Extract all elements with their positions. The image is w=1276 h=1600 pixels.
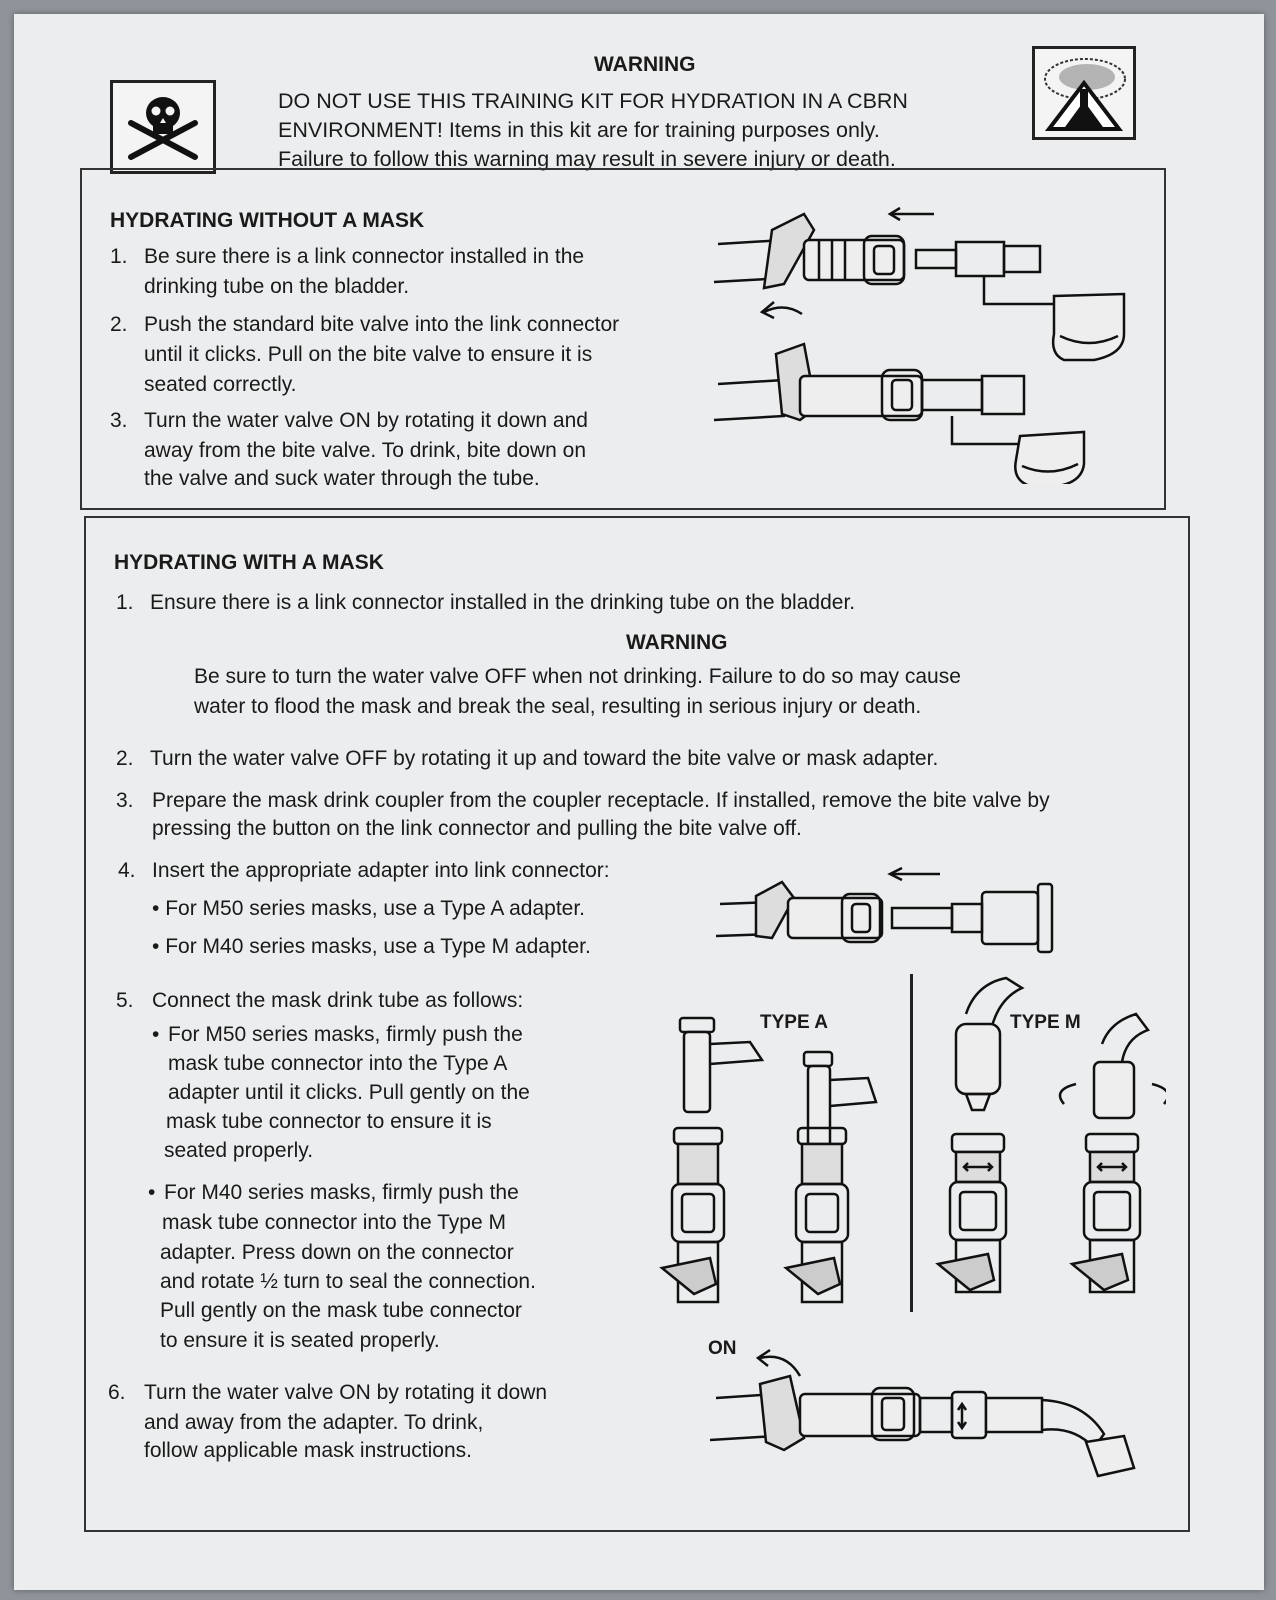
warning-line-3: Failure to follow this warning may result in severe injury or death. (278, 147, 896, 171)
bullet-text: For M50 series masks, use a Type A adapter. (165, 897, 586, 920)
mask-warning-line-1: Be sure to turn the water valve OFF when not drinking. Failure to do so may cause (194, 665, 961, 688)
type-a-label: TYPE A (760, 1012, 828, 1033)
mask-warning-heading: WARNING (626, 631, 728, 654)
bullet-line: mask tube connector into the Type A (168, 1052, 508, 1075)
step-line: Turn the water valve OFF by rotating it up and toward the bite valve or mask adapter. (150, 747, 939, 770)
step-line: Insert the appropriate adapter into link connector: (152, 859, 610, 882)
step-line: pressing the button on the link connector and pulling the bite valve off. (152, 817, 802, 840)
bullet-line: Pull gently on the mask tube connector (160, 1299, 522, 1322)
type-m-diagram (926, 974, 1166, 1304)
warning-line-1: DO NOT USE THIS TRAINING KIT FOR HYDRATION IN A CBRN (278, 89, 908, 113)
bullet-mark: • (152, 1023, 160, 1046)
bullet-line: and rotate ½ turn to seal the connection. (160, 1270, 536, 1293)
step-number: 6. (108, 1381, 126, 1404)
step-line: follow applicable mask instructions. (144, 1439, 472, 1462)
no-mask-heading: HYDRATING WITHOUT A MASK (110, 209, 425, 232)
bullet-item: • For M40 series masks, use a Type M adapter. (152, 935, 591, 958)
step-line: Prepare the mask drink coupler from the coupler receptacle. If installed, remove the bite valve by (152, 789, 1050, 812)
step-line: Turn the water valve ON by rotating it down (144, 1381, 548, 1404)
step-line: and away from the adapter. To drink, (144, 1411, 484, 1434)
step-line: the valve and suck water through the tube. (144, 467, 540, 490)
valve-on-diagram (704, 1342, 1144, 1482)
warning-line-2: ENVIRONMENT! Items in this kit are for training purposes only. (278, 118, 880, 142)
bullet-line: adapter. Press down on the connector (160, 1241, 514, 1264)
step-line: until it clicks. Pull on the bite valve to ensure it is (144, 343, 593, 366)
bullet-line: mask tube connector to ensure it is (166, 1110, 492, 1133)
mask-warning-line-2: water to flood the mask and break the seal, resulting in serious injury or death. (194, 695, 922, 718)
bite-valve-insert-diagram (704, 184, 1144, 484)
step-number: 5. (116, 989, 134, 1012)
type-a-diagram (654, 994, 884, 1324)
poison-icon-frame (110, 80, 216, 174)
bullet-line: seated properly. (164, 1139, 314, 1162)
bullet-line: to ensure it is seated properly. (160, 1329, 440, 1352)
step-number: 2. (110, 313, 128, 336)
bullet-line: mask tube connector into the Type M (162, 1211, 506, 1234)
step-line: Push the standard bite valve into the link connector (144, 313, 620, 336)
type-divider (910, 974, 913, 1312)
adapter-insert-diagram (712, 864, 1072, 954)
step-line: Turn the water valve ON by rotating it down and (144, 409, 588, 432)
step-number: 1. (110, 245, 128, 268)
bullet-item: • For M50 series masks, use a Type A adapter. (152, 897, 586, 920)
bullet-line: adapter until it clicks. Pull gently on the (168, 1081, 530, 1104)
on-label: ON (708, 1338, 737, 1359)
bullet-line: For M50 series masks, firmly push the (168, 1023, 523, 1046)
step-line: seated correctly. (144, 373, 297, 396)
cbrn-hazard-icon (1035, 49, 1133, 137)
instruction-sheet (14, 14, 1264, 1590)
step-line: drinking tube on the bladder. (144, 275, 410, 298)
warning-heading: WARNING (594, 53, 696, 76)
step-number: 3. (116, 789, 134, 812)
skull-crossbones-icon (113, 83, 213, 171)
step-line: Ensure there is a link connector installed in the drinking tube on the bladder. (150, 591, 856, 614)
bullet-text: For M40 series masks, use a Type M adapter. (165, 935, 591, 958)
step-line: Connect the mask drink tube as follows: (152, 989, 524, 1012)
step-number: 4. (118, 859, 136, 882)
step-number: 1. (116, 591, 134, 614)
mask-heading: HYDRATING WITH A MASK (114, 551, 384, 574)
step-line: away from the bite valve. To drink, bite down on (144, 439, 587, 462)
step-number: 2. (116, 747, 134, 770)
type-m-label: TYPE M (1010, 1012, 1081, 1033)
step-line: Be sure there is a link connector installed in the (144, 245, 585, 268)
bullet-line: For M40 series masks, firmly push the (164, 1181, 519, 1204)
bullet-mark: • (148, 1181, 156, 1204)
cbrn-icon-frame (1032, 46, 1136, 140)
step-number: 3. (110, 409, 128, 432)
